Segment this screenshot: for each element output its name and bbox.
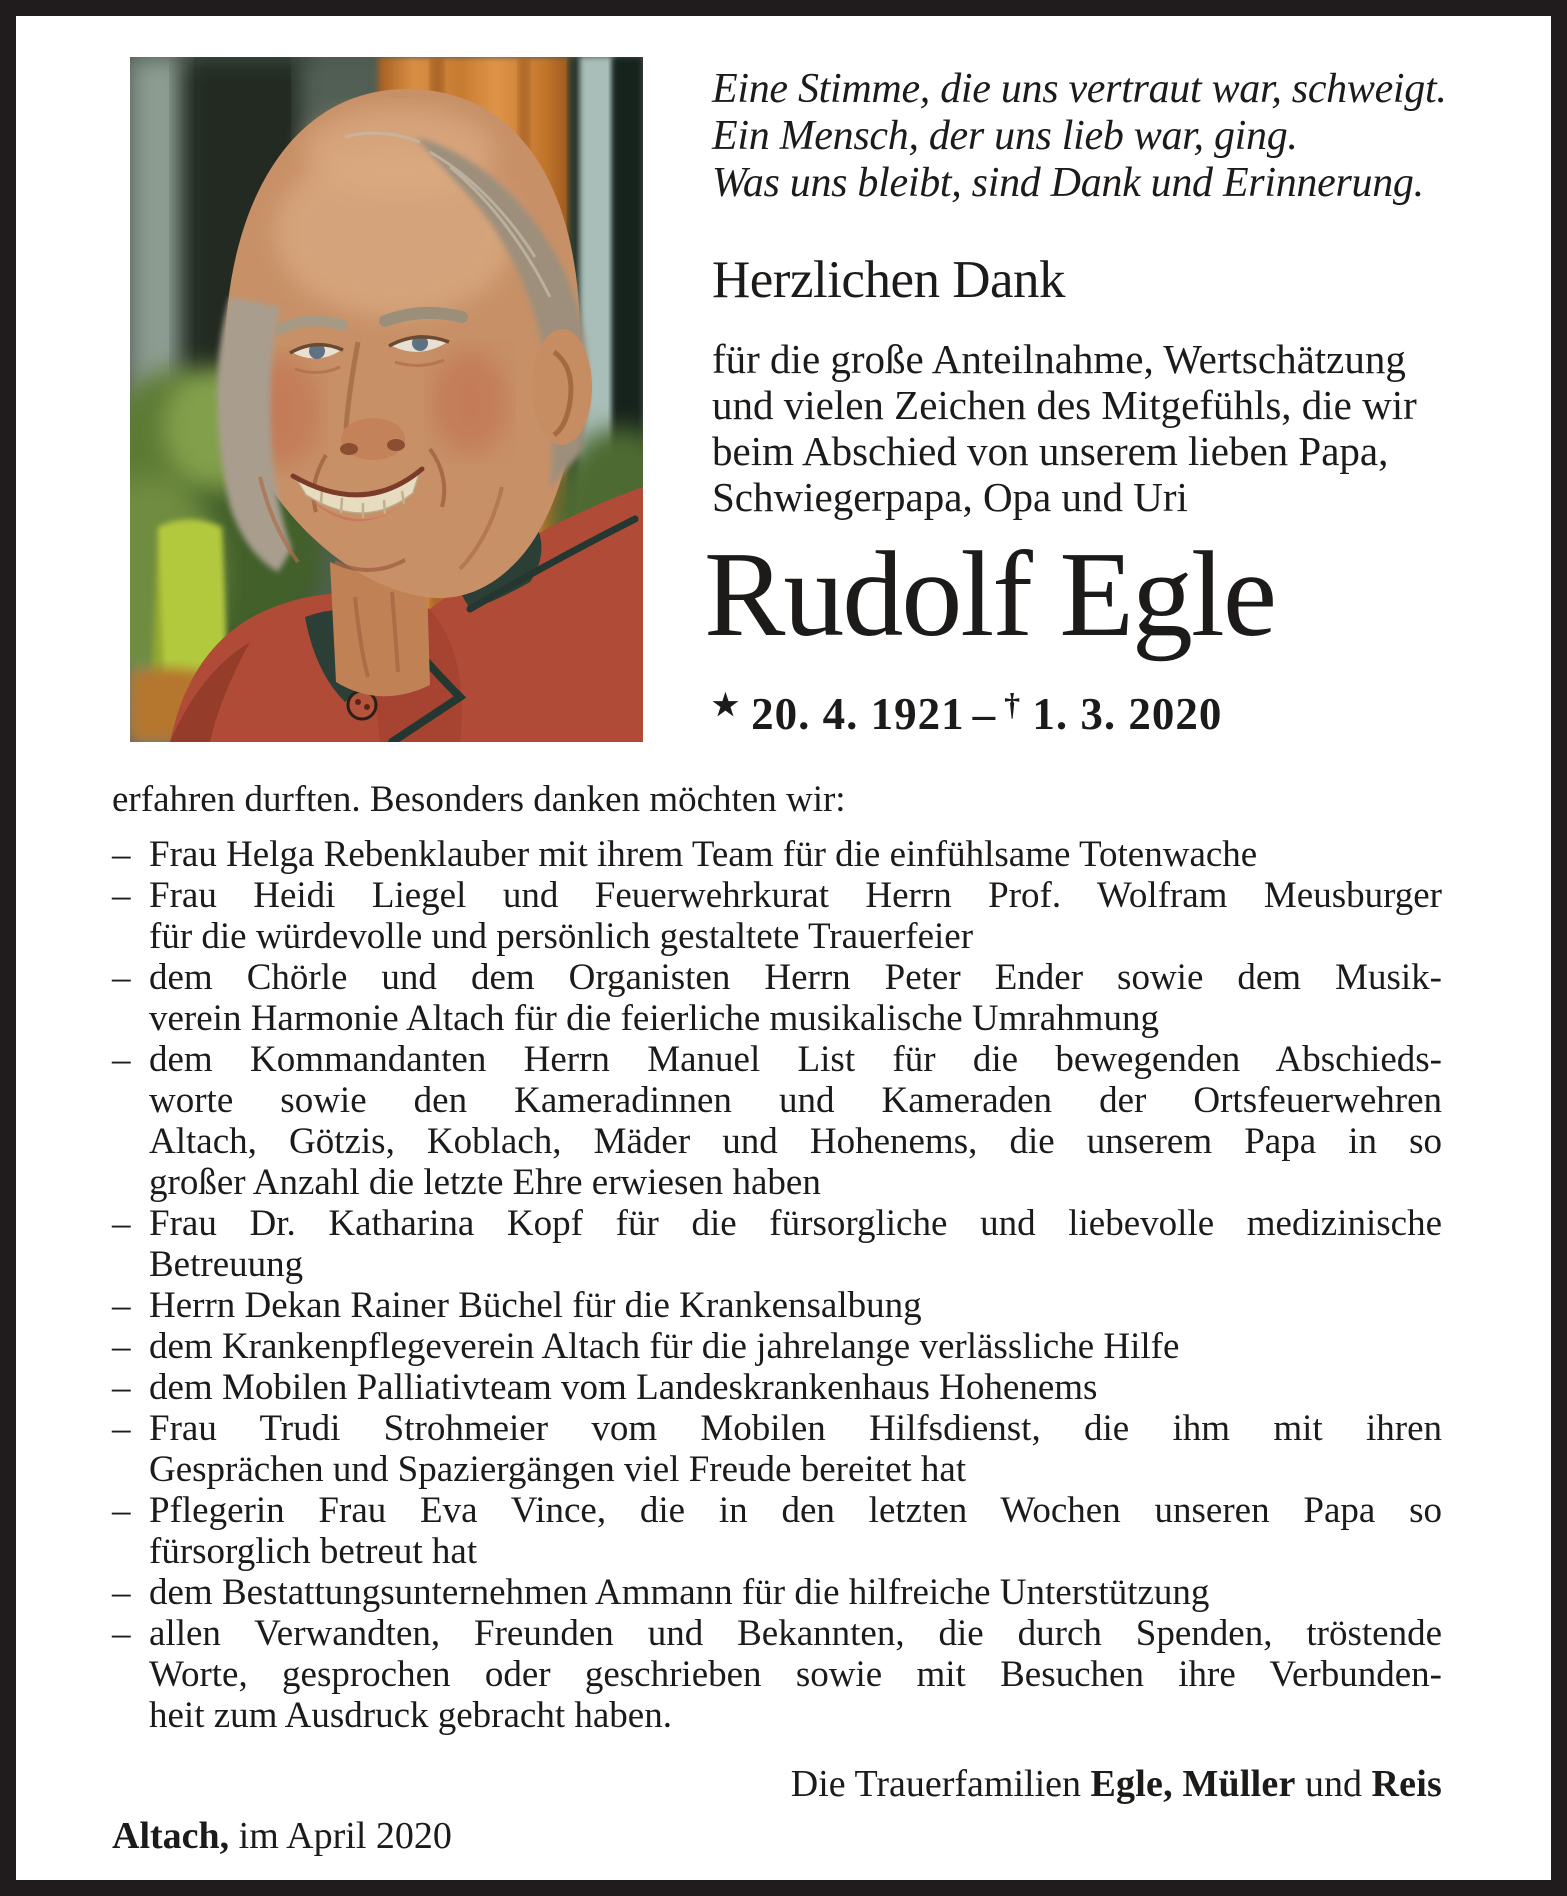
list-dash: – — [112, 1613, 131, 1654]
portrait-photo — [130, 57, 643, 742]
thanks-list — [112, 834, 1442, 1736]
text-line: fürsorglich betreut hat — [149, 1531, 478, 1572]
thanks-item — [112, 1326, 1442, 1367]
list-dash: – — [112, 1285, 131, 1326]
text-line: dem Chörle und dem Organisten Herrn Peter Ender sowie dem Musik- — [149, 957, 1442, 998]
list-dash: – — [112, 1326, 131, 1367]
thanks-title: Herzlichen Dank — [712, 251, 1066, 309]
life-dates — [712, 686, 1222, 740]
text-line: Eine Stimme, die uns vertraut war, schweigt. — [712, 66, 1447, 112]
thanks-lead: erfahren durften. Besonders danken möchten wir: — [112, 779, 846, 820]
thanks-item — [112, 1613, 1442, 1736]
text-line: Frau Heidi Liegel und Feuerwehrkurat Herrn Prof. Wolfram Meusburger — [149, 875, 1442, 916]
text-line: Pflegerin Frau Eva Vince, die in den letzten Wochen unseren Papa so — [149, 1490, 1442, 1531]
text-line: beim Abschied von unserem lieben Papa, — [712, 428, 1389, 474]
thanks-item — [112, 1203, 1442, 1285]
text-line: Altach, Götzis, Koblach, Mäder und Hohenems, die unserem Papa in so — [149, 1121, 1442, 1162]
face — [217, 89, 592, 598]
thanks-item — [112, 1490, 1442, 1572]
thanks-intro — [712, 336, 1417, 520]
birth-date: 20. 4. 1921 — [751, 689, 965, 739]
list-dash: – — [112, 834, 131, 875]
text-line: heit zum Ausdruck gebracht haben. — [149, 1695, 672, 1736]
place-date: im April 2020 — [229, 1815, 452, 1857]
text-line: allen Verwandten, Freunden und Bekannten, die durch Spenden, tröstende — [149, 1613, 1442, 1654]
list-dash: – — [112, 1203, 131, 1244]
list-dash: – — [112, 1572, 131, 1613]
families-names-second: Reis — [1371, 1763, 1442, 1805]
text-line: Frau Trudi Strohmeier vom Mobilen Hilfsdienst, die ihm mit ihren — [149, 1408, 1442, 1449]
text-line: verein Harmonie Altach für die feierliche musikalische Umrahmung — [149, 998, 1159, 1039]
text-line: Schwiegerpapa, Opa und Uri — [712, 474, 1188, 520]
thanks-item — [112, 1285, 1442, 1326]
thanks-item — [112, 875, 1442, 957]
text-line: Betreuung — [149, 1244, 304, 1285]
death-dagger-symbol: † — [1004, 686, 1021, 722]
text-line: dem Bestattungsunternehmen Ammann für die hilfreiche Unterstützung — [149, 1572, 1210, 1613]
dates-separator: – — [972, 689, 997, 739]
list-dash: – — [112, 875, 131, 916]
list-dash: – — [112, 1367, 131, 1408]
text-line: Was uns bleibt, sind Dank und Erinnerung. — [712, 160, 1424, 206]
list-dash: – — [112, 1490, 131, 1531]
thanks-item — [112, 1367, 1442, 1408]
list-dash: – — [112, 1039, 131, 1080]
thanks-item — [112, 1408, 1442, 1490]
place-date-line — [112, 1814, 452, 1858]
text-line: dem Mobilen Palliativteam vom Landeskrankenhaus Hohenems — [149, 1367, 1098, 1408]
thanks-item — [112, 957, 1442, 1039]
text-line: und vielen Zeichen des Mitgefühls, die wir — [712, 382, 1417, 428]
text-line: für die große Anteilnahme, Wertschätzung — [712, 336, 1406, 382]
ear-right — [532, 329, 592, 445]
text-line: für die würdevolle und persönlich gestaltete Trauerfeier — [149, 916, 974, 957]
mourning-families-line — [112, 1762, 1442, 1806]
text-line: dem Krankenpflegeverein Altach für die jahrelange verlässliche Hilfe — [149, 1326, 1180, 1367]
text-line: Herrn Dekan Rainer Büchel für die Krankensalbung — [149, 1285, 922, 1326]
thanks-item — [112, 1572, 1442, 1613]
text-line: Frau Helga Rebenklauber mit ihrem Team für die einfühlsame Totenwache — [149, 834, 1258, 875]
text-line: worte sowie den Kameradinnen und Kameraden der Ortsfeuerwehren — [149, 1080, 1442, 1121]
memorial-quote — [712, 66, 1447, 207]
list-dash: – — [112, 1408, 131, 1449]
text-line: Ein Mensch, der uns lieb war, ging. — [712, 113, 1298, 159]
text-line: Gesprächen und Spaziergängen viel Freude bereitet hat — [149, 1449, 967, 1490]
families-conjunction: und — [1295, 1763, 1372, 1805]
families-names-first: Egle, Müller — [1090, 1763, 1296, 1805]
text-line: Worte, gesprochen oder geschrieben sowie mit Besuchen ihre Verbunden- — [149, 1654, 1442, 1695]
place-name: Altach, — [112, 1815, 230, 1857]
text-line: Frau Dr. Katharina Kopf für die fürsorgliche und liebevolle medizinische — [149, 1203, 1442, 1244]
death-date: 1. 3. 2020 — [1032, 689, 1223, 739]
families-prefix: Die Trauerfamilien — [790, 1763, 1091, 1805]
portrait-photo-illustration — [130, 57, 643, 742]
text-line: dem Kommandanten Herrn Manuel List für die bewegenden Abschieds- — [149, 1039, 1442, 1080]
text-line: großer Anzahl die letzte Ehre erwiesen haben — [149, 1162, 821, 1203]
thanks-item — [112, 1039, 1442, 1203]
deceased-name: Rudolf Egle — [704, 527, 1275, 662]
thanks-item — [112, 834, 1442, 875]
thanks-section — [112, 779, 1442, 1736]
list-dash: – — [112, 957, 131, 998]
birth-star-symbol: ★ — [712, 689, 739, 722]
